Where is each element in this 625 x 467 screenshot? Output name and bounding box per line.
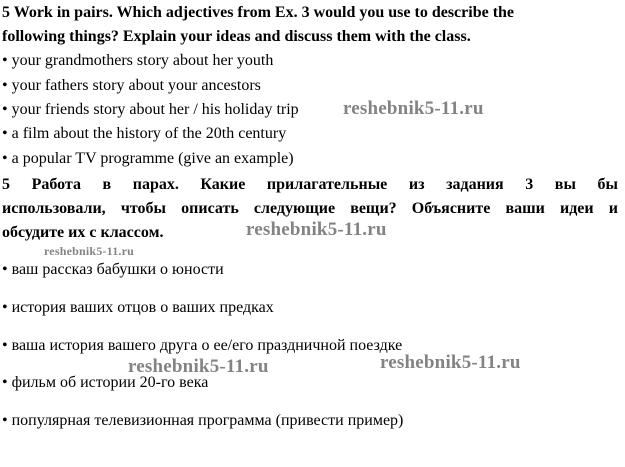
exercise-en-item: • a film about the history of the 20th century bbox=[2, 125, 287, 142]
watermark: reshebnik5-11.ru bbox=[246, 219, 387, 240]
exercise-ru-heading-line1: 5 Работа в парах. Какие прилагательные из задания 3 вы бы bbox=[2, 176, 618, 193]
watermark: reshebnik5-11.ru bbox=[380, 352, 521, 373]
exercise-ru-item: • фильм об истории 20-го века bbox=[2, 374, 209, 391]
exercise-ru-heading-line2: использовали, чтобы описать следующие вещи? Объясните ваши идеи и bbox=[2, 200, 618, 217]
exercise-ru-item: • популярная телевизионная программа (привести пример) bbox=[2, 412, 404, 429]
exercise-ru-item: • история ваших отцов о ваших предках bbox=[2, 299, 274, 316]
exercise-ru-item: • ваша история вашего друга о ее/его праздничной поездке bbox=[2, 337, 403, 354]
exercise-en-heading-line1: 5 Work in pairs. Which adjectives from Ex. 3 would you use to describe the bbox=[2, 4, 515, 21]
watermark: reshebnik5-11.ru bbox=[343, 98, 484, 119]
exercise-ru-item: • ваш рассказ бабушки о юности bbox=[2, 261, 224, 278]
exercise-en-item: • your grandmothers story about her youth bbox=[2, 52, 274, 69]
exercise-en-item: • a popular TV programme (give an example) bbox=[2, 150, 294, 167]
exercise-en-heading-line2: following things? Explain your ideas and discuss them with the class. bbox=[2, 28, 471, 45]
watermark: reshebnik5-11.ru bbox=[128, 356, 269, 377]
exercise-en-item: • your fathers story about your ancestors bbox=[2, 77, 261, 94]
watermark: reshebnik5-11.ru bbox=[44, 244, 134, 258]
exercise-en-item: • your friends story about her / his holiday trip bbox=[2, 101, 299, 118]
exercise-ru-heading-line3: обсудите их с классом. bbox=[2, 224, 164, 241]
